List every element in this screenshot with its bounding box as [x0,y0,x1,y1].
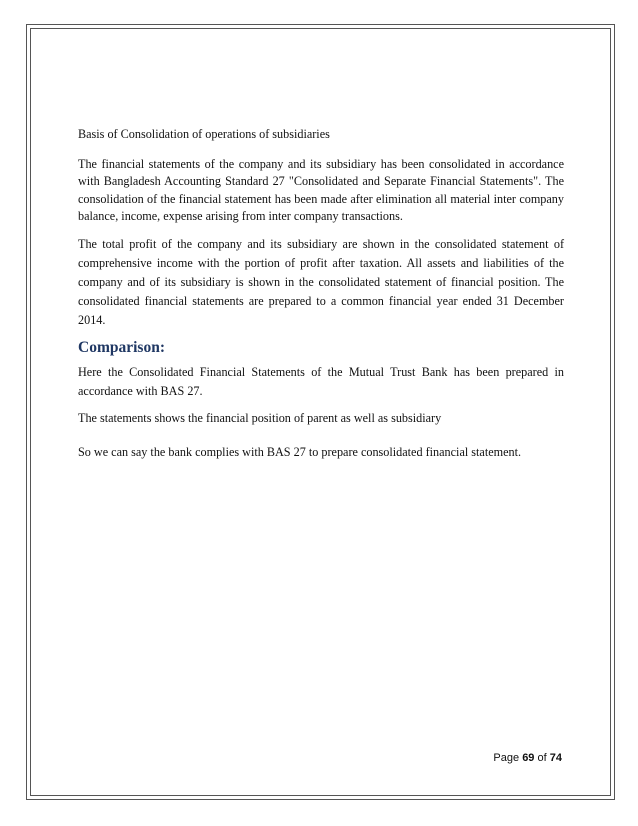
of-word: of [537,752,547,764]
current-page: 69 [522,752,535,764]
page-word: Page [493,752,520,764]
page-number [493,752,562,764]
comparison-title: Comparison: [78,338,165,356]
document-body [78,126,564,477]
basis-heading: Basis of Consolidation of operations of subsidiaries [78,127,330,141]
total-pages: 74 [549,752,562,764]
paragraph-profit: The total profit of the company and its subsidiary are shown in the consolidated statement of comprehensive income with the portion of profit after taxation. All assets and liabilities of the company and of its subsidiary is shown in the consolidated statement of financial position. The consolidated financial statements are prepared to a common financial year ended 31 December 2014. [78,236,564,327]
paragraph-comparison: Here the Consolidated Financial Statements of the Mutual Trust Bank has been prepared in accordance with BAS 27. [78,365,564,398]
paragraph-consolidation: The financial statements of the company and its subsidiary has been consolidated in accordance with Bangladesh Accounting Standard 27 "Consolidated and Separate Financial Statements". The consolidation of the financial statement has been made after elimination all material inter company balance, income, expense arising from inter company transactions. [78,156,564,223]
conclusion-line: So we can say the bank complies with BAS 27 to prepare consolidated financial statement. [78,444,522,459]
statement-line: The statements shows the financial position of parent as well as subsidiary [78,411,442,425]
